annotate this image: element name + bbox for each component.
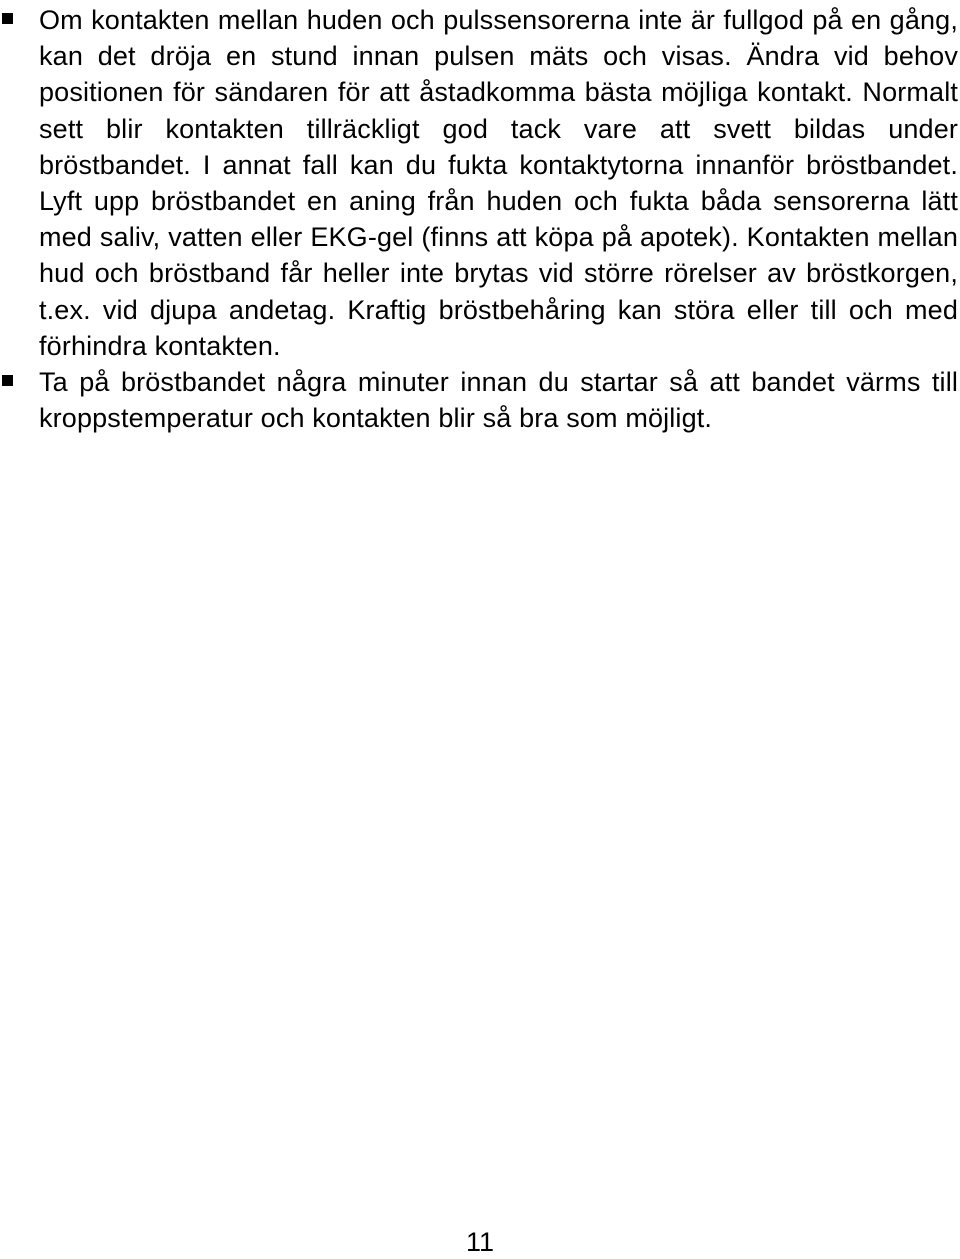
bullet-text: Ta på bröstbandet några minuter innan du startar så att bandet värms till kroppstemperatur och kontakten blir så bra som möjligt. (39, 367, 958, 434)
square-bullet-icon (2, 13, 13, 24)
bullet-text: Om kontakten mellan huden och pulssensorerna inte är fullgod på en gång, kan det dröja en stund innan pulsen mäts och visas. Ändra vid behov positionen för sändaren för att åstadkomma bästa möjliga kontakt. Normalt sett blir kontakten tillräckligt god tack vare att svett bildas under bröstbandet. I annat fall kan du fukta kontaktytorna innanför bröstbandet. Lyft upp bröstbandet en aning från huden och fukta båda sensorerna lätt med saliv, vatten eller EKG-gel (finns att köpa på apotek). Kontakten mellan hud och bröstband får heller inte brytas vid större rörelser av bröstkorgen, t.ex. vid djupa andetag. Kraftig bröstbehåring kan störa eller till och med förhindra kontakten. (39, 5, 958, 361)
page-number: 11 (465, 1227, 495, 1257)
square-bullet-icon (2, 375, 13, 386)
list-item (0, 364, 960, 436)
list-item (0, 2, 960, 364)
document-body (0, 2, 960, 436)
